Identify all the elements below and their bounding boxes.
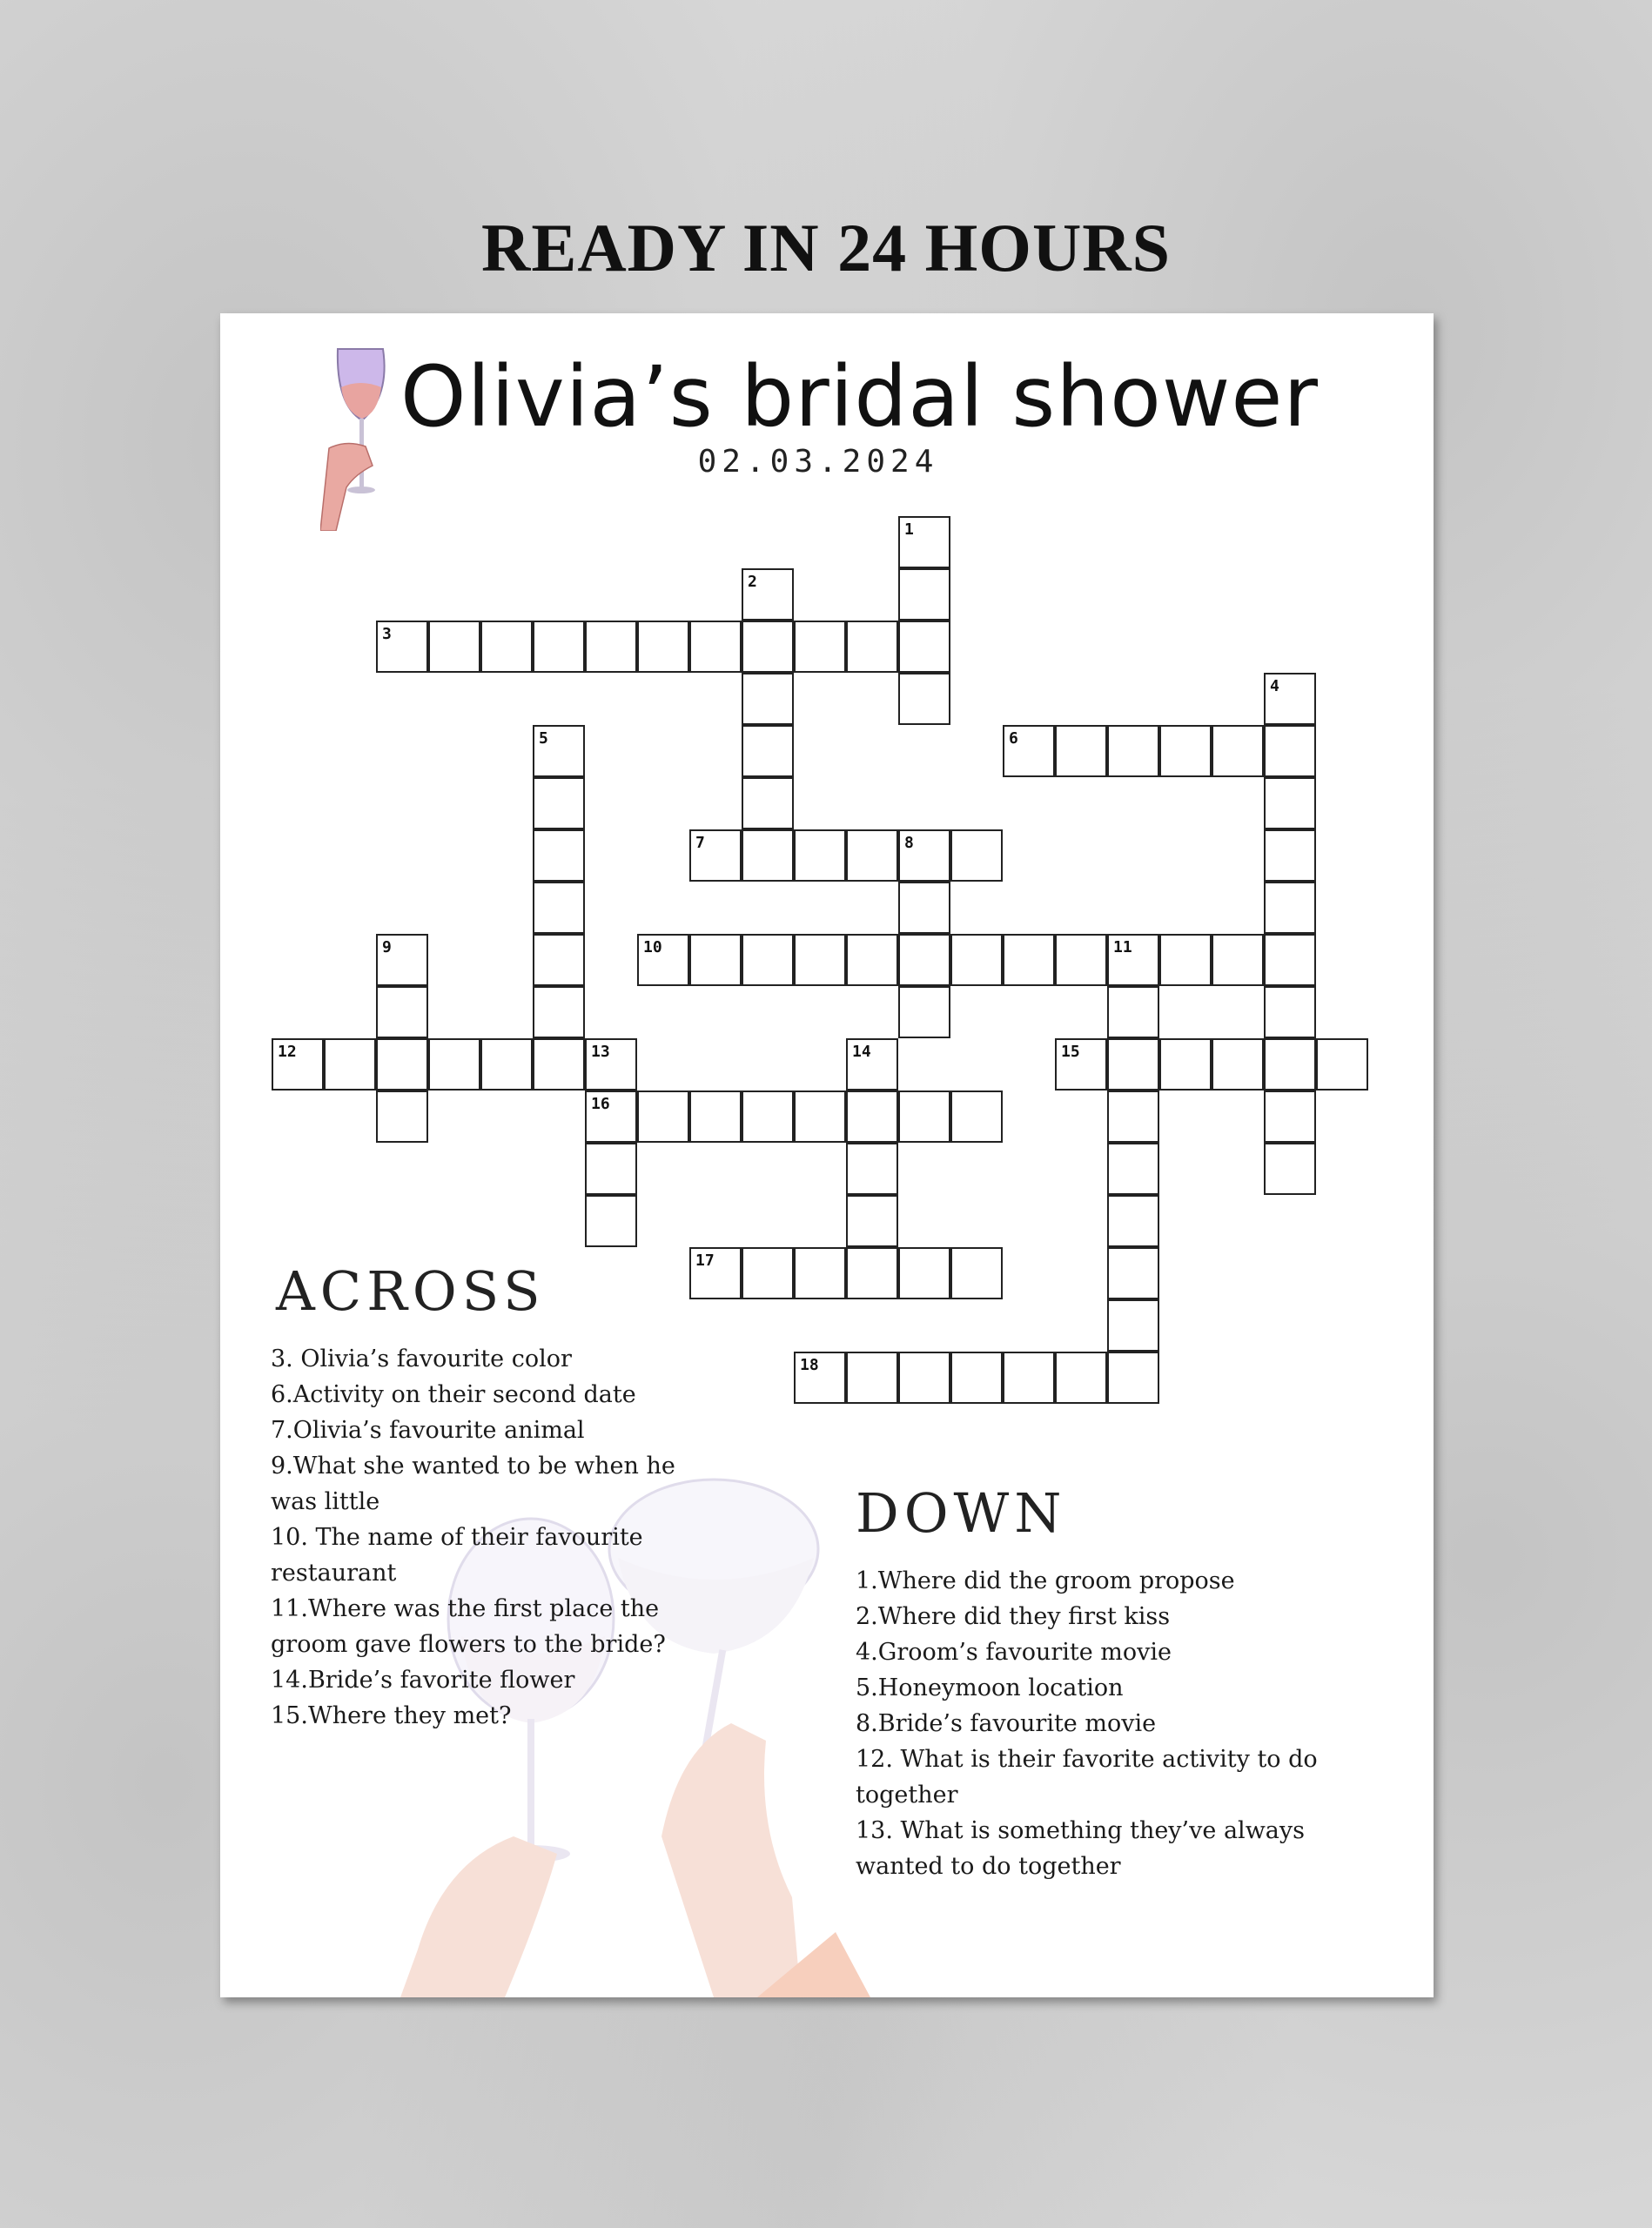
- grid-cell[interactable]: [1107, 1352, 1159, 1404]
- grid-cell[interactable]: [689, 934, 742, 986]
- grid-cell[interactable]: [1212, 934, 1264, 986]
- grid-cell[interactable]: [1107, 1247, 1159, 1299]
- grid-cell[interactable]: [1212, 1038, 1264, 1091]
- grid-cell[interactable]: [533, 725, 585, 777]
- grid-cell[interactable]: [1055, 934, 1107, 986]
- grid-cell[interactable]: [794, 829, 846, 882]
- clue-number: 4: [1270, 677, 1279, 695]
- grid-cell[interactable]: [1107, 1195, 1159, 1247]
- grid-cell[interactable]: [846, 1091, 898, 1143]
- grid-cell[interactable]: [898, 568, 950, 621]
- down-clue: 5.Honeymoon location: [856, 1674, 1124, 1701]
- down-clue: 2.Where did they first kiss: [856, 1603, 1171, 1630]
- grid-cell[interactable]: [1107, 1091, 1159, 1143]
- grid-cell[interactable]: [272, 1038, 324, 1091]
- grid-cell[interactable]: [950, 1091, 1003, 1143]
- grid-cell[interactable]: [585, 1038, 637, 1091]
- grid-cell[interactable]: [742, 777, 794, 829]
- grid-cell[interactable]: [689, 829, 742, 882]
- grid-cell[interactable]: [1159, 725, 1212, 777]
- grid-cell[interactable]: [846, 829, 898, 882]
- grid-cell[interactable]: [846, 1038, 898, 1091]
- grid-cell[interactable]: [742, 934, 794, 986]
- down-clue: 8.Bride’s favourite movie: [856, 1710, 1157, 1737]
- grid-cell[interactable]: [1107, 986, 1159, 1038]
- grid-cell[interactable]: [950, 1247, 1003, 1299]
- grid-cell[interactable]: [480, 621, 533, 673]
- grid-cell[interactable]: [585, 1091, 637, 1143]
- grid-cell[interactable]: [533, 1038, 585, 1091]
- clue-number: 18: [800, 1356, 819, 1374]
- grid-cell[interactable]: [1003, 1352, 1055, 1404]
- grid-cell[interactable]: [428, 621, 480, 673]
- sheet-title: Olivia’s bridal shower: [400, 348, 1319, 446]
- grid-cell[interactable]: [533, 829, 585, 882]
- grid-cell[interactable]: [846, 1247, 898, 1299]
- grid-cell[interactable]: [376, 1038, 428, 1091]
- across-clue: 3. Olivia’s favourite color: [271, 1346, 572, 1372]
- grid-cell[interactable]: [1159, 934, 1212, 986]
- clue-number: 3: [382, 625, 392, 643]
- grid-cell[interactable]: [898, 516, 950, 568]
- grid-cell[interactable]: [742, 725, 794, 777]
- grid-cell[interactable]: [950, 934, 1003, 986]
- clue-number: 12: [278, 1043, 297, 1061]
- grid-cell[interactable]: [950, 829, 1003, 882]
- clue-number: 7: [695, 834, 705, 852]
- grid-cell[interactable]: [376, 1091, 428, 1143]
- clue-number: 2: [748, 573, 757, 591]
- grid-cell[interactable]: [1316, 1038, 1368, 1091]
- grid-cell[interactable]: [898, 882, 950, 934]
- across-clue: 14.Bride’s favorite flower: [271, 1667, 575, 1694]
- grid-cell[interactable]: [376, 934, 428, 986]
- grid-cell[interactable]: [533, 882, 585, 934]
- grid-cell[interactable]: [1003, 934, 1055, 986]
- grid-cell[interactable]: [742, 621, 794, 673]
- grid-cell[interactable]: [742, 829, 794, 882]
- across-clue: 7.Olivia’s favourite animal: [271, 1417, 585, 1444]
- grid-cell[interactable]: [637, 621, 689, 673]
- event-date: 02.03.2024: [697, 444, 939, 480]
- clue-number: 10: [643, 938, 662, 956]
- clue-number: 8: [904, 834, 914, 852]
- grid-cell[interactable]: [1212, 725, 1264, 777]
- banner-title: READY IN 24 HOURS: [480, 210, 1171, 285]
- grid-cell[interactable]: [689, 1091, 742, 1143]
- across-clue: 11.Where was the first place the groom gave flowers to the bride?: [271, 1595, 666, 1658]
- grid-cell[interactable]: [428, 1038, 480, 1091]
- grid-cell[interactable]: [742, 673, 794, 725]
- grid-cell[interactable]: [1264, 1143, 1316, 1195]
- grid-cell[interactable]: [1264, 673, 1316, 725]
- grid-cell[interactable]: [1264, 1091, 1316, 1143]
- grid-cell[interactable]: [898, 1091, 950, 1143]
- down-clue: 1.Where did the groom propose: [856, 1567, 1235, 1594]
- grid-cell[interactable]: [1264, 1038, 1316, 1091]
- clue-number: 13: [591, 1043, 610, 1061]
- grid-cell[interactable]: [480, 1038, 533, 1091]
- clue-number: 16: [591, 1095, 610, 1113]
- clue-number: 14: [852, 1043, 871, 1061]
- down-clue: 12. What is their favorite activity to do together: [856, 1746, 1318, 1809]
- grid-cell[interactable]: [376, 621, 428, 673]
- grid-cell[interactable]: [1264, 882, 1316, 934]
- grid-cell[interactable]: [898, 934, 950, 986]
- clue-number: 11: [1113, 938, 1132, 956]
- grid-cell[interactable]: [846, 1352, 898, 1404]
- grid-cell[interactable]: [1264, 777, 1316, 829]
- down-clue: 13. What is something they’ve always wanted to do together: [856, 1817, 1306, 1880]
- clue-number: 5: [539, 729, 548, 748]
- grid-cell[interactable]: [637, 934, 689, 986]
- grid-cell[interactable]: [1055, 1352, 1107, 1404]
- grid-cell[interactable]: [1107, 1038, 1159, 1091]
- grid-cell[interactable]: [794, 621, 846, 673]
- grid-cell[interactable]: [1055, 725, 1107, 777]
- grid-cell[interactable]: [846, 934, 898, 986]
- grid-cell[interactable]: [898, 986, 950, 1038]
- clue-number: 9: [382, 938, 392, 956]
- grid-cell[interactable]: [1264, 934, 1316, 986]
- grid-cell[interactable]: [533, 934, 585, 986]
- grid-cell[interactable]: [637, 1091, 689, 1143]
- clue-number: 15: [1061, 1043, 1080, 1061]
- grid-cell[interactable]: [742, 568, 794, 621]
- grid-cell[interactable]: [533, 986, 585, 1038]
- grid-cell[interactable]: [950, 1352, 1003, 1404]
- grid-cell[interactable]: [742, 1247, 794, 1299]
- across-clue: 10. The name of their favourite restaurant: [271, 1524, 643, 1587]
- clue-number: 1: [904, 520, 914, 539]
- grid-cell[interactable]: [898, 1352, 950, 1404]
- grid-cell[interactable]: [846, 621, 898, 673]
- grid-cell[interactable]: [898, 829, 950, 882]
- grid-cell[interactable]: [794, 934, 846, 986]
- grid-cell[interactable]: [1107, 1143, 1159, 1195]
- grid-cell[interactable]: [1264, 986, 1316, 1038]
- grid-cell[interactable]: [585, 621, 637, 673]
- grid-cell[interactable]: [898, 621, 950, 673]
- grid-cell[interactable]: [689, 1247, 742, 1299]
- down-clue: 4.Groom’s favourite movie: [856, 1639, 1172, 1666]
- grid-cell[interactable]: [1159, 1038, 1212, 1091]
- wine-glass-hand-icon: [320, 344, 399, 531]
- grid-cell[interactable]: [1055, 1038, 1107, 1091]
- grid-cell[interactable]: [1003, 725, 1055, 777]
- grid-cell[interactable]: [533, 621, 585, 673]
- grid-cell[interactable]: [1264, 725, 1316, 777]
- grid-cell[interactable]: [898, 673, 950, 725]
- grid-cell[interactable]: [794, 1352, 846, 1404]
- grid-cell[interactable]: [376, 986, 428, 1038]
- clue-number: 17: [695, 1252, 715, 1270]
- grid-cell[interactable]: [794, 1247, 846, 1299]
- grid-cell[interactable]: [1107, 725, 1159, 777]
- across-clues: [271, 1341, 706, 1734]
- grid-cell[interactable]: [742, 1091, 794, 1143]
- across-heading: ACROSS: [276, 1259, 546, 1323]
- down-heading: DOWN: [856, 1481, 1067, 1545]
- grid-cell[interactable]: [794, 1091, 846, 1143]
- grid-cell[interactable]: [846, 1195, 898, 1247]
- across-clue: 9.What she wanted to be when he was little: [271, 1453, 675, 1515]
- grid-cell[interactable]: [898, 1247, 950, 1299]
- clue-number: 6: [1009, 729, 1018, 748]
- down-clues: [856, 1563, 1343, 1884]
- grid-cell[interactable]: [1107, 934, 1159, 986]
- grid-cell[interactable]: [1107, 1299, 1159, 1352]
- grid-cell[interactable]: [324, 1038, 376, 1091]
- across-clue: 15.Where they met?: [271, 1702, 512, 1729]
- grid-cell[interactable]: [689, 621, 742, 673]
- grid-cell[interactable]: [585, 1195, 637, 1247]
- grid-cell[interactable]: [846, 1143, 898, 1195]
- grid-cell[interactable]: [533, 777, 585, 829]
- grid-cell[interactable]: [585, 1143, 637, 1195]
- grid-cell[interactable]: [1264, 829, 1316, 882]
- across-clue: 6.Activity on their second date: [271, 1381, 636, 1408]
